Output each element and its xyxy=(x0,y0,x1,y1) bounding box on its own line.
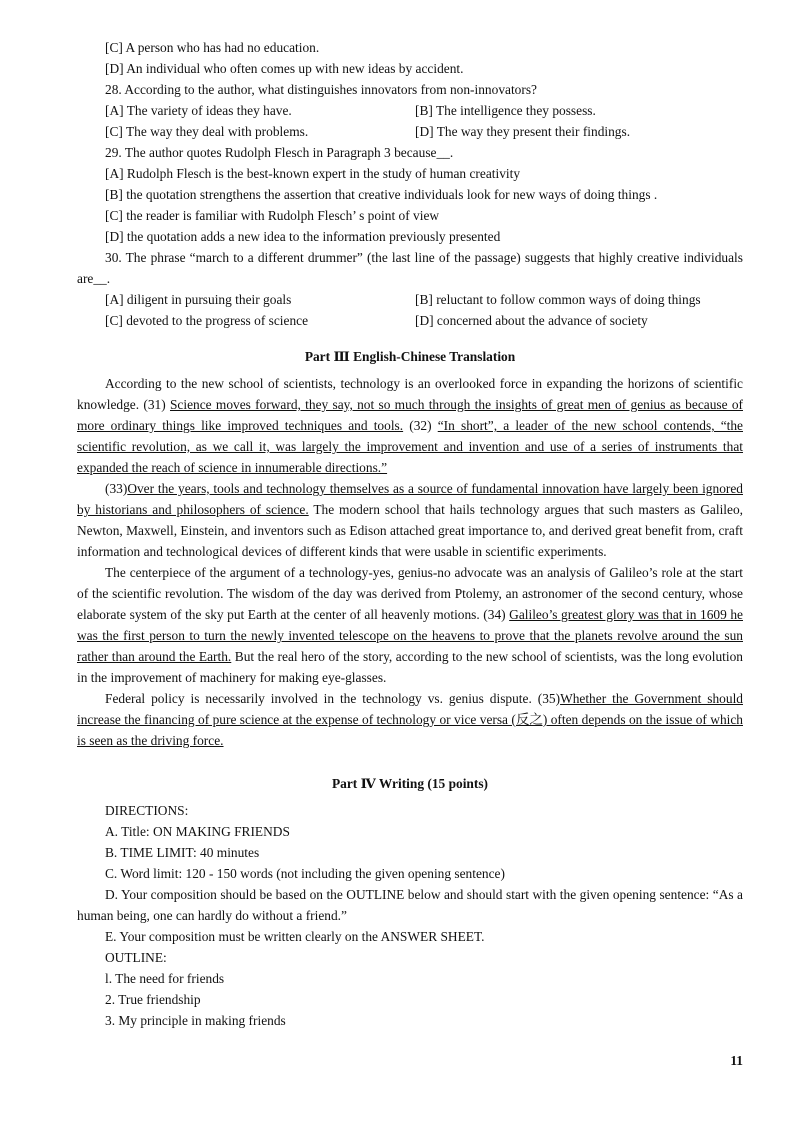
q29-option-a: [A] Rudolph Flesch is the best-known expert in the study of human creativity xyxy=(105,166,521,181)
writing-direction-c: C. Word limit: 120 - 150 words (not including the given opening sentence) xyxy=(105,866,505,881)
p1-intro: According to the new school of scientists, technology is an overlooked force in expanding the horizons of scientific knowledge. (31) xyxy=(77,376,743,412)
exam-page xyxy=(77,37,743,1031)
p3-rest: But the real hero of the story, according to the new school of scientists, was the long evolution in the improvement of machinery for making eye-glasses. xyxy=(77,649,743,685)
q30-options-row-2 xyxy=(77,310,743,331)
translation-paragraph-1 xyxy=(77,373,743,478)
translation-paragraph-3 xyxy=(77,562,743,688)
translation-paragraph-2 xyxy=(77,478,743,562)
q28-options-row-1 xyxy=(77,100,743,121)
q28-option-d: [D] The way they present their findings. xyxy=(415,124,631,139)
writing-direction-d: D. Your composition should be based on the OUTLINE below and should start with the given opening sentence: “As a human being, one can hardly do without a friend.” xyxy=(77,887,743,923)
part4-heading: Part Ⅳ Writing (15 points) xyxy=(331,776,489,791)
q29-option-d: [D] the quotation adds a new idea to the information previously presented xyxy=(105,229,501,244)
q28-options-row-2 xyxy=(77,121,743,142)
q29-option-c: [C] the reader is familiar with Rudolph Flesch’ s point of view xyxy=(105,208,440,223)
q30-option-d: [D] concerned about the advance of society xyxy=(415,313,648,328)
sentence-35: Whether the Government should increase the financing of pure science at the expense of technology or vice versa (反之) often depends on the issue of which is seen as the driving force. xyxy=(77,691,743,748)
writing-directions-label: DIRECTIONS: xyxy=(105,803,189,818)
q28-option-c: [C] The way they deal with problems. xyxy=(105,124,309,139)
part3-heading: Part Ⅲ English-Chinese Translation xyxy=(304,349,516,364)
translation-paragraph-4 xyxy=(77,688,743,751)
q29-stem: 29. The author quotes Rudolph Flesch in Paragraph 3 because__. xyxy=(105,145,454,160)
q30-options-row-1 xyxy=(77,289,743,310)
outline-label: OUTLINE: xyxy=(105,950,167,965)
sentence-34: Galileo’s greatest glory was that in 1609 he was the first person to turn the newly invented telescope on the heavens to prove that the planets revolve around the sun rather than around the Earth. xyxy=(77,607,743,664)
q30-option-a: [A] diligent in pursuing their goals xyxy=(105,292,292,307)
q30-option-c: [C] devoted to the progress of science xyxy=(105,313,309,328)
q27-option-c: [C] A person who has had no education. xyxy=(105,40,320,55)
p4-intro: Federal policy is necessarily involved in the technology vs. genius dispute. (35) xyxy=(105,691,561,706)
outline-item-2: 2. True friendship xyxy=(105,992,201,1007)
q28-option-b: [B] The intelligence they possess. xyxy=(415,103,596,118)
p2-label: (33) xyxy=(105,481,128,496)
sentence-33: Over the years, tools and technology themselves as a source of fundamental innovation have largely been ignored by historians and philosophers of science. xyxy=(77,481,743,517)
p1-mid: (32) xyxy=(403,418,438,433)
sentence-31: Science moves forward, they say, not so much through the insights of great men of genius as because of more ordinary things like improved techniques and tools. xyxy=(77,397,743,433)
page-number: 11 xyxy=(730,1053,743,1068)
writing-direction-a: A. Title: ON MAKING FRIENDS xyxy=(105,824,290,839)
outline-item-1: l. The need for friends xyxy=(105,971,225,986)
q28-stem: 28. According to the author, what distinguishes innovators from non-innovators? xyxy=(105,82,537,97)
q30-option-b: [B] reluctant to follow common ways of doing things xyxy=(415,292,701,307)
writing-direction-e: E. Your composition must be written clearly on the ANSWER SHEET. xyxy=(105,929,485,944)
q29-option-b: [B] the quotation strengthens the assertion that creative individuals look for new ways of doing things . xyxy=(105,187,658,202)
writing-direction-b: B. TIME LIMIT: 40 minutes xyxy=(105,845,260,860)
sentence-32: “In short”, a leader of the new school contends, “the scientific revolution, as we call it, was largely the improvement and invention and use of a series of instruments that expanded the reach of science in innumerable directions.” xyxy=(77,418,743,475)
q30-stem: 30. The phrase “march to a different drummer” (the last line of the passage) suggests that highly creative individuals are__. xyxy=(77,250,743,286)
q27-option-d: [D] An individual who often comes up with new ideas by accident. xyxy=(105,61,464,76)
p3-intro: The centerpiece of the argument of a technology-yes, genius-no advocate was an analysis of Galileo’s role at the start of the scientific revolution. The wisdom of the day was derived from Ptolemy, an astronomer of the second century, whose elaborate system of the sky put Earth at the center of all heavenly motions. (34) xyxy=(77,565,743,622)
q28-option-a: [A] The variety of ideas they have. xyxy=(105,103,292,118)
p2-rest: The modern school that hails technology argues that such masters as Galileo, Newton, Maxwell, Einstein, and inventors such as Edison attached great importance to, and derived great benefit from, craft information and technological devices of different kinds that were usable in scientific experiments. xyxy=(77,502,743,559)
outline-item-3: 3. My principle in making friends xyxy=(105,1013,286,1028)
